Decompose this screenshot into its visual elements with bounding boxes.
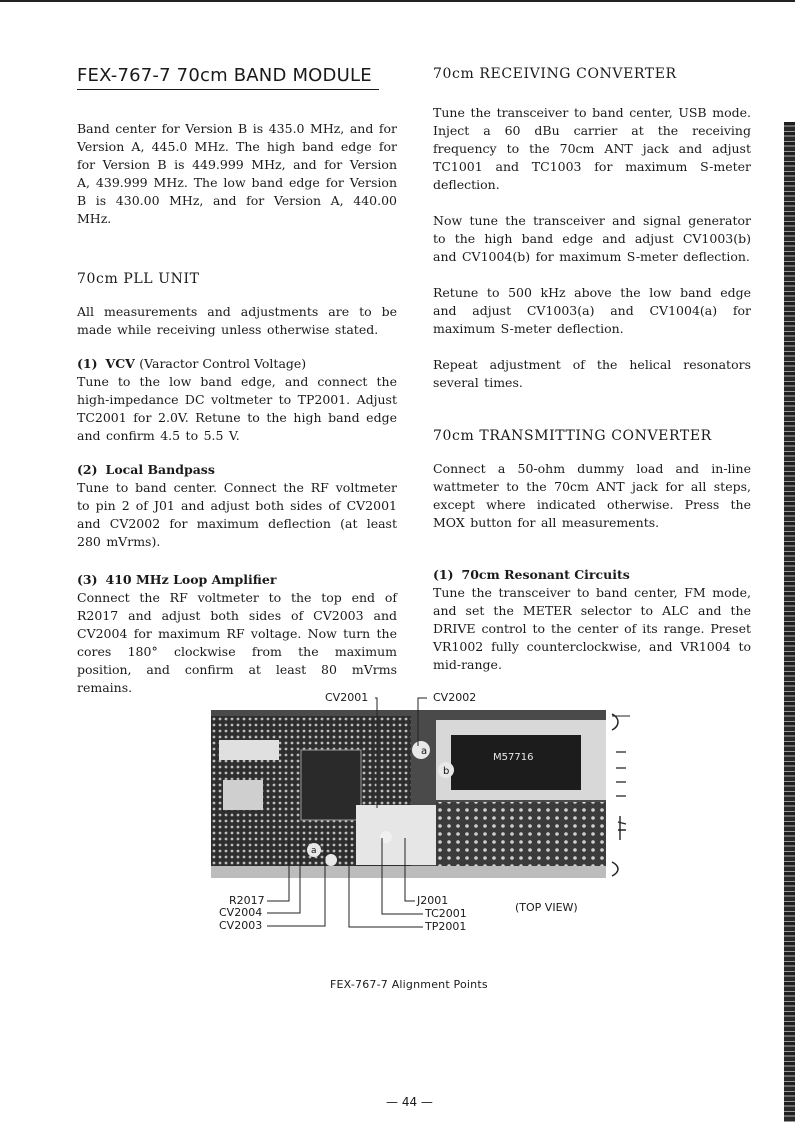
pll-heading: 70cm PLL UNIT (77, 271, 200, 287)
step1-title: VCV (105, 356, 135, 371)
alignment-figure (205, 688, 625, 953)
module-title: FEX-767-7 70cm BAND MODULE (77, 65, 379, 90)
pll-intro: All measurements and adjustments are to be made while receiving unless otherwise stated. (77, 304, 397, 337)
leader-cv2001 (375, 698, 377, 808)
top-rule (0, 0, 795, 2)
rx-paragraph-3: Retune to 500 kHz above the low band edge and adjust CV1003(a) and CV1004(a) for maximum S-meter deflection. (433, 285, 751, 336)
leader-r2017 (267, 838, 289, 901)
label-cv2004: CV2004 (219, 906, 263, 919)
step1-heading (77, 355, 397, 373)
page-number: — 44 — (386, 1095, 433, 1109)
step1-number: (1) (77, 356, 98, 371)
rx-paragraph-4: Repeat adjustment of the helical resonators several times. (433, 357, 751, 390)
label-a-bottom: a (311, 846, 317, 856)
scan-edge (784, 122, 795, 1122)
leader-cv2004 (267, 838, 300, 913)
label-j2001: J2001 (417, 894, 449, 907)
label-tc2001: TC2001 (425, 907, 467, 920)
label-tp2001: TP2001 (425, 920, 467, 933)
step2-heading (77, 461, 397, 479)
label-cv2003: CV2003 (219, 919, 263, 932)
band-intro: Band center for Version B is 435.0 MHz, and for Version A, 445.0 MHz. The high band edge for for Version B is 449.999 MHz, and for Version A, 439.999 MHz. The low band edge for Version B is 430.00 MHz, and for Version A, 440.00 MHz. (77, 121, 397, 226)
tx-heading: 70cm TRANSMITTING CONVERTER (433, 428, 712, 444)
tx-step1-heading (433, 566, 751, 584)
step2-title: Local Bandpass (105, 462, 215, 477)
figure-caption: FEX-767-7 Alignment Points (330, 978, 488, 991)
step3-text: Connect the RF voltmeter to the top end of R2017 and adjust both sides of CV2003 and CV2004 for maximum RF voltage. Now turn the cores 180° clockwise from the maximum position, and confirm at least 80 mVrms remains. (77, 590, 397, 695)
leader-j2001 (405, 838, 415, 901)
step1-desc: (Varactor Control Voltage) (139, 356, 307, 371)
label-top-view: (TOP VIEW) (515, 901, 578, 914)
step3-heading (77, 571, 397, 589)
tx-paragraph-1: Connect a 50-ohm dummy load and in-line wattmeter to the 70cm ANT jack for all steps, except where indicated otherwise. Press the MOX button for all measurements. (433, 461, 751, 530)
rx-heading: 70cm RECEIVING CONVERTER (433, 66, 677, 82)
label-a-top: a (421, 746, 428, 757)
rx-paragraph-1: Tune the transceiver to band center, USB mode. Inject a 60 dBu carrier at the receiving frequency to the 70cm ANT jack and adjust TC1001 and TC1003 for maximum S-meter deflection. (433, 105, 751, 192)
right-column (433, 60, 751, 674)
step3-title: 410 MHz Loop Amplifier (105, 572, 277, 587)
chip-label: M57716 (493, 752, 534, 763)
tx-step1-number: (1) (433, 567, 454, 582)
leader-cv2002 (418, 698, 427, 746)
left-column (77, 60, 397, 697)
label-r2017: R2017 (229, 894, 265, 907)
label-cv2002: CV2002 (433, 691, 477, 704)
label-cv2001: CV2001 (325, 691, 369, 704)
step2-number: (2) (77, 462, 98, 477)
label-b-top: b (443, 766, 450, 777)
step2-text: Tune to band center. Connect the RF voltmeter to pin 2 of J01 and adjust both sides of CV2001 and CV2002 for maximum deflection (at least 280 mVrms). (77, 480, 397, 549)
tx-step1-text: Tune the transceiver to band center, FM mode, and set the METER selector to ALC and the DRIVE control to the center of its range. Preset VR1002 fully counterclockwise, and VR1004 to mid-range. (433, 585, 751, 672)
tx-step1-title: 70cm Resonant Circuits (461, 567, 630, 582)
rx-paragraph-2: Now tune the transceiver and signal generator to the high band edge and adjust CV1003(b) and CV1004(b) for maximum S-meter deflection. (433, 213, 751, 264)
step3-number: (3) (77, 572, 98, 587)
step1-text: Tune to the low band edge, and connect the high-impedance DC voltmeter to TP2001. Adjust TC2001 for 2.0V. Retune to the high band edge and confirm 4.5 to 5.5 V. (77, 374, 397, 443)
